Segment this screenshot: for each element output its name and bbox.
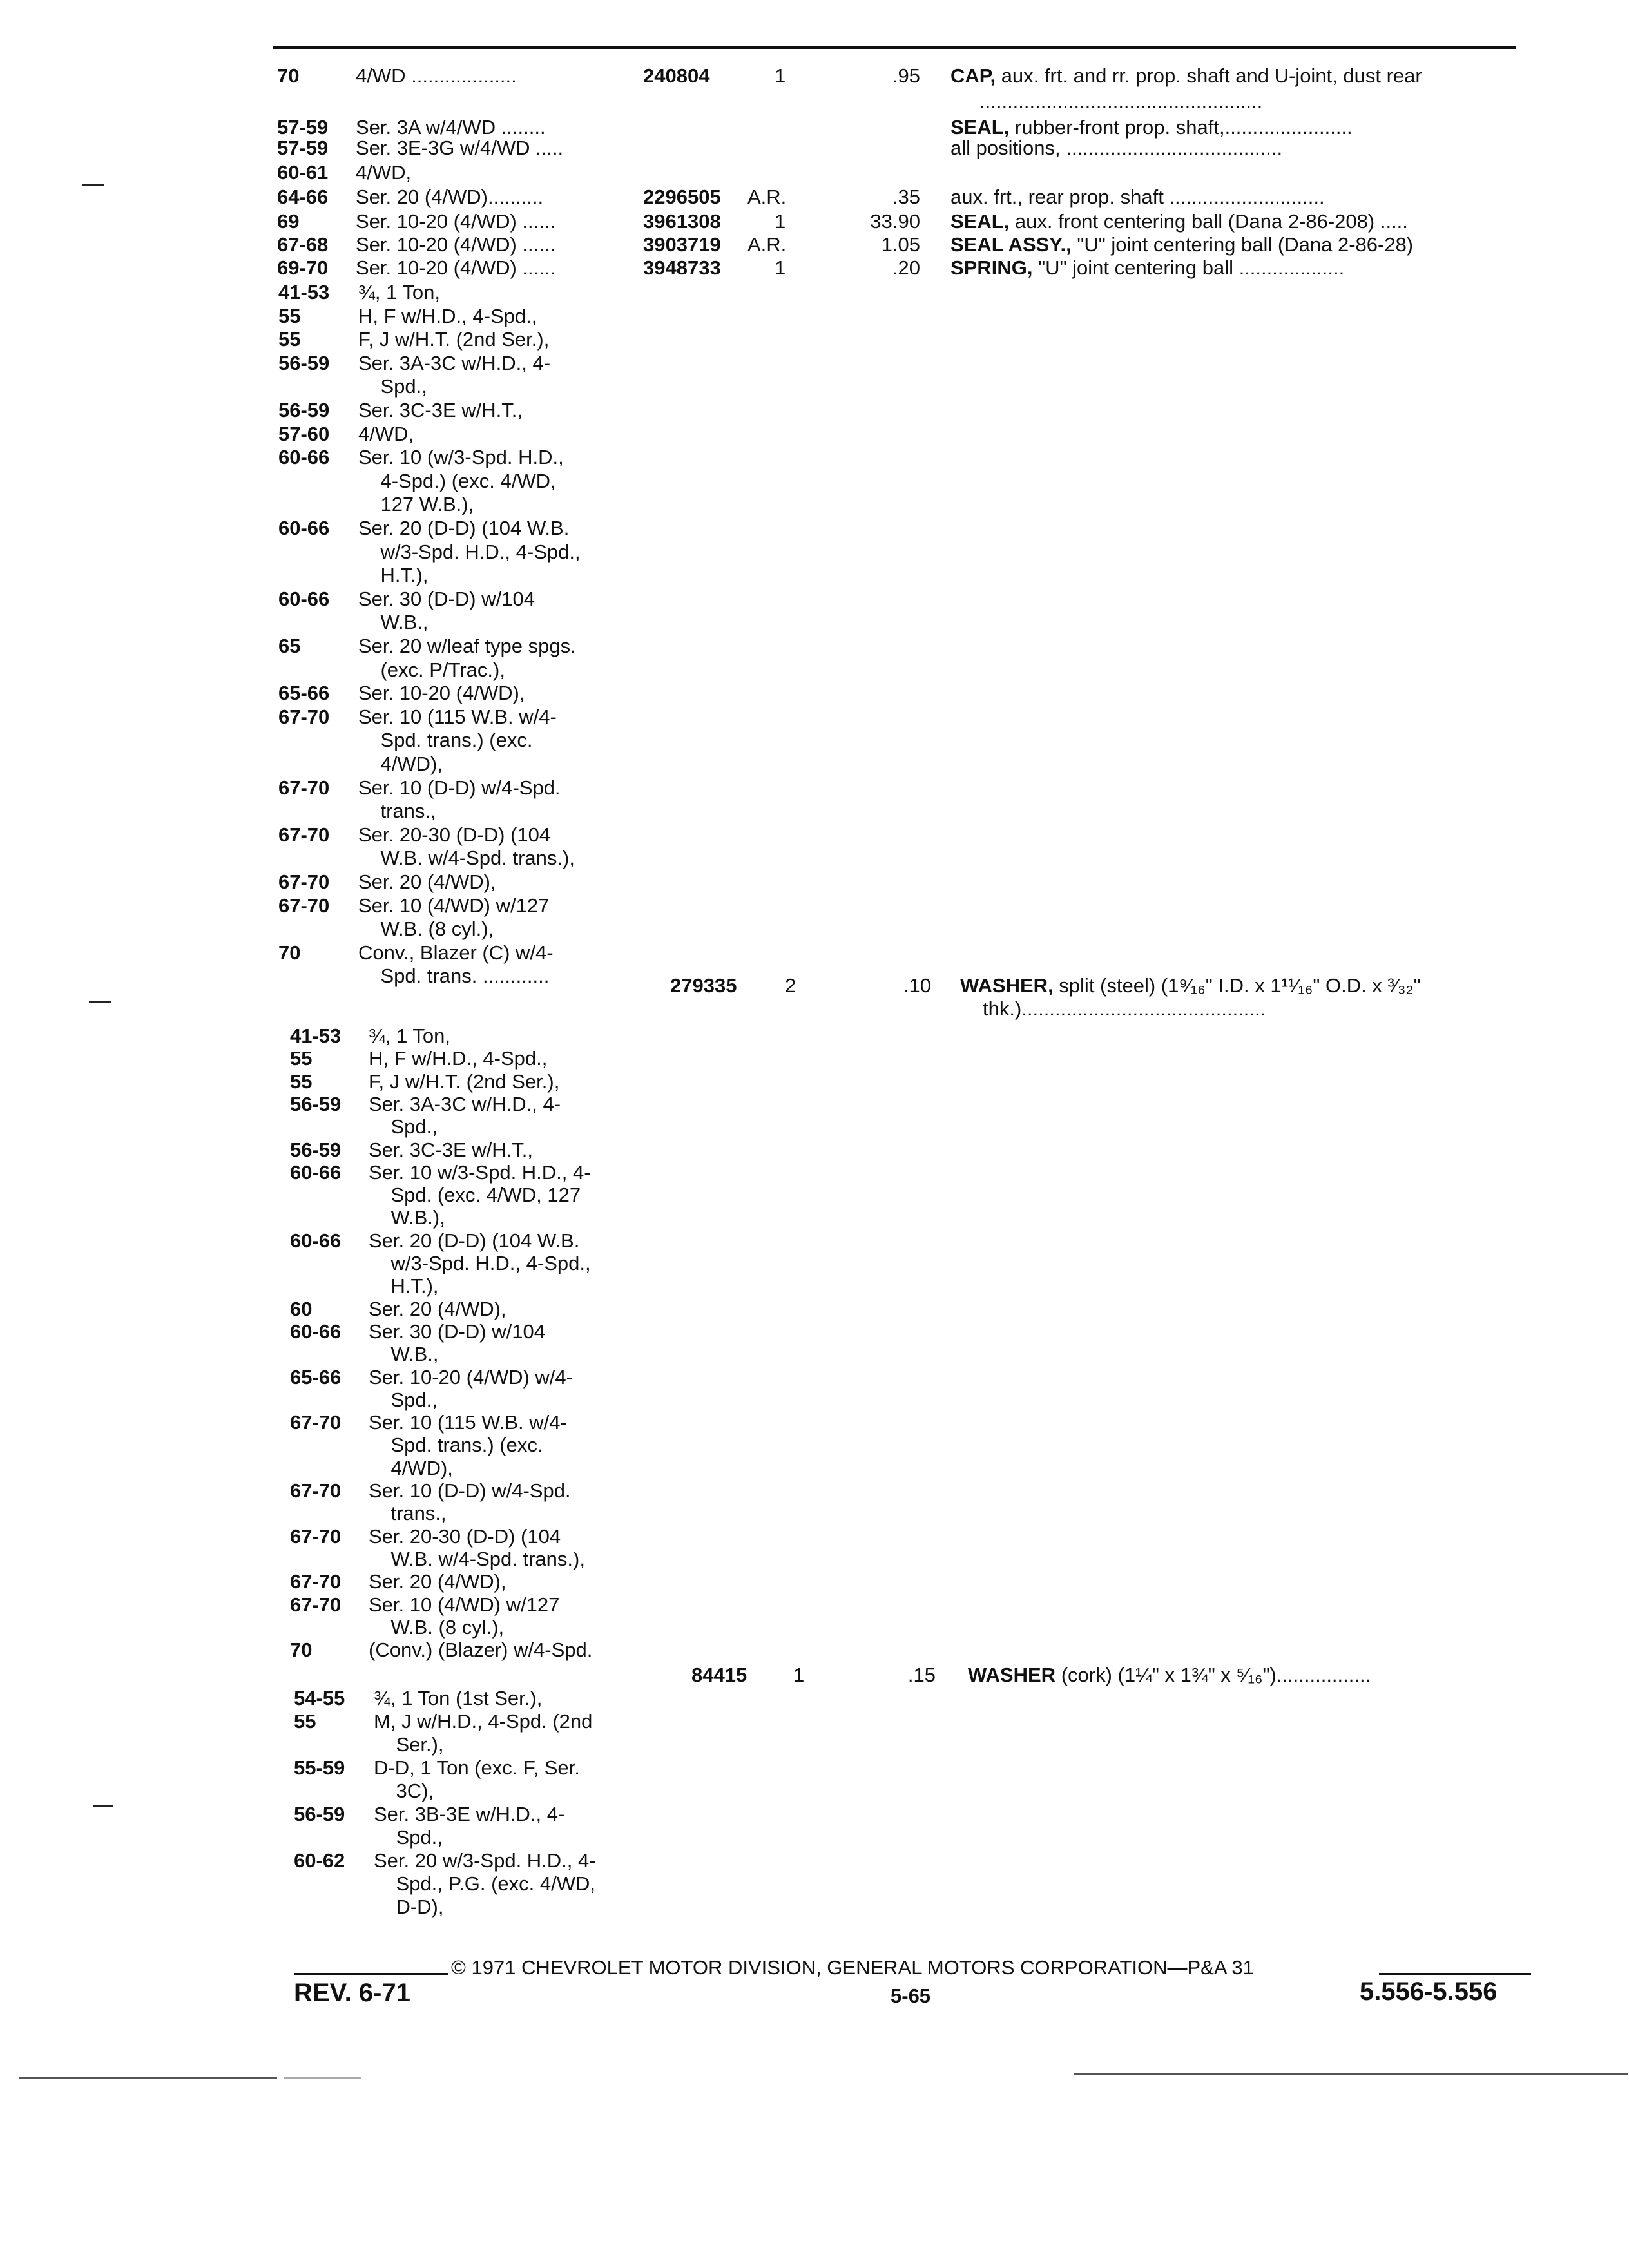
- model-description: Ser. 20 w/3-Spd. H.D., 4-: [374, 1849, 596, 1872]
- model-year: 60: [290, 1297, 313, 1320]
- model-description: Ser. 10 (D-D) w/4-Spd.: [358, 776, 561, 799]
- model-description: D-D, 1 Ton (exc. F, Ser.: [374, 1756, 580, 1779]
- model-description: Ser. 10 (D-D) w/4-Spd.: [369, 1479, 571, 1502]
- model-year: 60-61: [277, 161, 329, 184]
- model-description: D-D),: [374, 1896, 444, 1918]
- scan-edge-line: [1074, 2073, 1628, 2075]
- model-description: Spd. trans.) (exc.: [369, 1434, 543, 1457]
- model-year: 67-68: [277, 233, 329, 256]
- model-description: Ser. 3C-3E w/H.T.,: [358, 399, 523, 421]
- model-description: Conv., Blazer (C) w/4-: [358, 941, 554, 964]
- model-year: 67-70: [278, 894, 330, 917]
- model-year: 56-59: [290, 1092, 342, 1115]
- model-year: 67-70: [278, 776, 330, 799]
- part-number: 3903719: [643, 233, 721, 256]
- model-description: Ser. 20-30 (D-D) (104: [369, 1524, 561, 1548]
- description: [950, 64, 1422, 88]
- model-description: (exc. P/Trac.),: [358, 658, 505, 681]
- model-description: Ser. 30 (D-D) w/104: [358, 587, 535, 610]
- model-description: 127 W.B.),: [358, 493, 474, 516]
- quantity: A.R.: [747, 233, 787, 256]
- model-description: Spd.,: [358, 375, 427, 398]
- description-text: ...................................................: [979, 90, 1263, 113]
- description-text: rubber-front prop. shaft,.......................: [1009, 116, 1353, 139]
- model-description: Spd., P.G. (exc. 4/WD,: [374, 1872, 595, 1895]
- model-description: Ser. 20 (4/WD)..........: [356, 186, 544, 208]
- model-description: Ser. 10 (4/WD) w/127: [369, 1593, 560, 1616]
- model-year: 67-70: [290, 1479, 342, 1502]
- part-number: 3961308: [643, 210, 721, 233]
- model-description: Ser. 10-20 (4/WD) ......: [356, 210, 556, 233]
- description: [960, 974, 1421, 997]
- model-description: trans.,: [369, 1502, 447, 1525]
- model-description: W.B.,: [369, 1343, 439, 1366]
- model-description: Ser. 10 (115 W.B. w/4-: [358, 705, 557, 728]
- description: [950, 186, 1325, 209]
- description-text: (cork) (1¼" x 1¾" x ⁵⁄₁₆").................: [1055, 1664, 1371, 1686]
- model-description: Ser. 3A-3C w/H.D., 4-: [358, 351, 551, 374]
- description-text: aux. frt. and rr. prop. shaft and U-joint, dust rear: [996, 64, 1422, 87]
- model-description: Ser. 20 (D-D) (104 W.B.: [369, 1229, 580, 1252]
- model-year: 55: [290, 1047, 313, 1070]
- model-description: W.B. (8 cyl.),: [358, 918, 494, 941]
- footer-rule-left: [294, 1973, 448, 1975]
- part-number: 3948733: [643, 256, 721, 279]
- model-year: 60-66: [290, 1320, 342, 1343]
- quantity: 1: [793, 1664, 805, 1686]
- model-year: 55: [278, 328, 301, 351]
- model-description: Ser. 10-20 (4/WD) ......: [356, 256, 556, 279]
- description: [950, 256, 1344, 280]
- footer-rule-right: [1379, 1973, 1531, 1975]
- model-description: Ser. 10-20 (4/WD) ......: [356, 233, 556, 256]
- part-number: 84415: [691, 1664, 747, 1686]
- margin-mark: [93, 1805, 113, 1807]
- model-description: W.B. (8 cyl.),: [369, 1615, 505, 1639]
- model-description: Spd.,: [369, 1115, 438, 1139]
- model-description: Ser. 20 (4/WD),: [369, 1570, 506, 1593]
- model-year: 55: [290, 1070, 313, 1093]
- model-year: 70: [290, 1639, 313, 1662]
- model-description: ¾, 1 Ton,: [369, 1024, 450, 1047]
- model-year: 69: [277, 210, 300, 233]
- model-year: 69-70: [277, 256, 329, 279]
- description: [968, 1664, 1371, 1687]
- margin-mark: [89, 1001, 111, 1003]
- model-description: 4/WD ...................: [356, 64, 517, 87]
- model-description: Ser. 3E-3G w/4/WD .....: [356, 137, 564, 159]
- price: .35: [892, 186, 920, 208]
- description-continued: thk.)............................................: [983, 997, 1266, 1020]
- model-year: 56-59: [278, 399, 330, 421]
- model-description: W.B.,: [358, 611, 429, 634]
- description: [950, 233, 1413, 256]
- description-text: aux. front centering ball (Dana 2-86-208) .....: [1009, 210, 1408, 233]
- price: 33.90: [870, 210, 920, 233]
- model-year: 70: [277, 64, 300, 87]
- description-keyword: SPRING,: [950, 256, 1033, 279]
- model-description: Ser. 3A-3C w/H.D., 4-: [369, 1092, 561, 1115]
- copyright-notice: © 1971 CHEVROLET MOTOR DIVISION, GENERAL MOTORS CORPORATION—P&A 31: [451, 1956, 1254, 1979]
- description-text: split (steel) (1⁹⁄₁₆" I.D. x 1¹¹⁄₁₆" O.D. x ³⁄₃₂": [1053, 974, 1421, 997]
- model-description: Ser. 10-20 (4/WD),: [358, 682, 525, 705]
- model-year: 60-66: [278, 446, 330, 469]
- part-number: 240804: [643, 64, 710, 87]
- model-description: Spd.,: [374, 1826, 443, 1849]
- model-description: H, F w/H.D., 4-Spd.,: [358, 304, 537, 327]
- model-year: 60-66: [290, 1160, 342, 1184]
- model-description: F, J w/H.T. (2nd Ser.),: [358, 328, 550, 351]
- model-year: 70: [278, 941, 301, 964]
- model-description: Ser. 10 w/3-Spd. H.D., 4-: [369, 1160, 591, 1184]
- model-description: Spd.,: [369, 1388, 438, 1411]
- model-year: 67-70: [278, 823, 330, 846]
- part-number: 2296505: [643, 186, 721, 208]
- model-description: Ser. 20 (4/WD),: [358, 870, 496, 893]
- model-year: 67-70: [290, 1593, 342, 1616]
- quantity: 1: [775, 64, 786, 87]
- model-year: 60-66: [278, 587, 330, 610]
- revision-label: REV. 6-71: [294, 1979, 410, 2007]
- description: [979, 90, 1262, 113]
- description: [950, 137, 1282, 160]
- quantity: 1: [775, 210, 786, 233]
- model-description: Ser.),: [374, 1733, 444, 1756]
- description-keyword: WASHER,: [960, 974, 1054, 997]
- model-year: 67-70: [290, 1570, 342, 1593]
- description-keyword: CAP,: [950, 64, 996, 87]
- description: [950, 210, 1408, 233]
- model-year: 56-59: [278, 351, 330, 374]
- model-description: Ser. 20 (4/WD),: [369, 1297, 506, 1320]
- margin-mark: [82, 184, 104, 186]
- model-description: Spd. (exc. 4/WD, 127: [369, 1184, 581, 1207]
- model-year: 60-66: [290, 1229, 342, 1252]
- model-year: 57-59: [277, 116, 329, 139]
- model-description: H.T.),: [369, 1274, 439, 1298]
- model-description: w/3-Spd. H.D., 4-Spd.,: [369, 1252, 591, 1274]
- scan-edge-line: [284, 2077, 361, 2079]
- description-keyword: SEAL,: [950, 210, 1010, 233]
- model-description: Ser. 10 (4/WD) w/127: [358, 894, 550, 917]
- model-description: M, J w/H.D., 4-Spd. (2nd: [374, 1710, 593, 1733]
- description-keyword: WASHER: [968, 1664, 1056, 1686]
- model-year: 54-55: [294, 1687, 345, 1709]
- model-description: W.B. w/4-Spd. trans.),: [369, 1547, 585, 1570]
- model-description: trans.,: [358, 800, 436, 823]
- price: .10: [903, 974, 931, 997]
- page-number: 5-65: [891, 1984, 931, 2007]
- model-description: Ser. 3A w/4/WD ........: [356, 116, 546, 139]
- quantity: A.R.: [747, 186, 787, 208]
- model-description: w/3-Spd. H.D., 4-Spd.,: [358, 540, 581, 563]
- model-description: W.B.),: [369, 1206, 445, 1229]
- model-description: Ser. 20 w/leaf type spgs.: [358, 635, 576, 657]
- model-year: 55-59: [294, 1756, 345, 1779]
- model-description: 4/WD),: [358, 753, 443, 775]
- quantity: 1: [775, 256, 786, 279]
- model-description: Ser. 30 (D-D) w/104: [369, 1320, 545, 1343]
- model-year: 41-53: [278, 281, 330, 303]
- model-description: ¾, 1 Ton,: [358, 281, 440, 303]
- model-description: F, J w/H.T. (2nd Ser.),: [369, 1070, 560, 1093]
- description-text: "U" joint centering ball ...................: [1032, 256, 1345, 279]
- description-text: "U" joint centering ball (Dana 2-86-28): [1071, 233, 1414, 256]
- model-description: W.B. w/4-Spd. trans.),: [358, 847, 575, 870]
- model-description: Ser. 10-20 (4/WD) w/4-: [369, 1365, 573, 1389]
- model-year: 60-66: [278, 517, 330, 539]
- quantity: 2: [785, 974, 796, 997]
- model-year: 65: [278, 635, 301, 657]
- model-description: 3C),: [374, 1780, 434, 1802]
- model-description: H.T.),: [358, 564, 429, 587]
- model-description: Ser. 3B-3E w/H.D., 4-: [374, 1803, 565, 1825]
- model-year: 41-53: [290, 1024, 342, 1047]
- description-keyword: SEAL ASSY.,: [950, 233, 1072, 256]
- scan-edge-line: [19, 2077, 277, 2079]
- model-description: Ser. 3C-3E w/H.T.,: [369, 1138, 533, 1161]
- model-description: 4/WD,: [358, 422, 414, 445]
- model-year: 67-70: [290, 1524, 342, 1548]
- description-keyword: SEAL,: [950, 116, 1010, 139]
- model-year: 67-70: [290, 1411, 342, 1434]
- model-description: (Conv.) (Blazer) w/4-Spd.: [369, 1639, 593, 1662]
- model-description: Ser. 20-30 (D-D) (104: [358, 823, 551, 846]
- model-year: 65-66: [278, 682, 330, 705]
- model-description: 4/WD),: [369, 1456, 453, 1479]
- model-description: 4/WD,: [356, 161, 412, 184]
- model-year: 67-70: [278, 870, 330, 893]
- price: .95: [892, 64, 920, 87]
- model-year: 57-60: [278, 422, 330, 445]
- model-year: 55: [294, 1710, 316, 1733]
- model-description: ¾, 1 Ton (1st Ser.),: [374, 1687, 543, 1709]
- description-text: all positions, .......................................: [950, 137, 1283, 159]
- description-text: aux. frt., rear prop. shaft ............................: [950, 186, 1325, 208]
- model-year: 67-70: [278, 705, 330, 728]
- model-year: 56-59: [290, 1138, 342, 1161]
- model-description: 4-Spd.) (exc. 4/WD,: [358, 469, 556, 492]
- model-year: 65-66: [290, 1365, 342, 1389]
- top-rule: [273, 46, 1516, 49]
- model-description: Ser. 10 (w/3-Spd. H.D.,: [358, 446, 564, 469]
- model-year: 56-59: [294, 1803, 345, 1825]
- model-description: Spd. trans. ............: [358, 965, 550, 988]
- part-number: 279335: [670, 974, 737, 997]
- section-number: 5.556-5.556: [1360, 1977, 1498, 2006]
- price: 1.05: [881, 233, 920, 256]
- model-year: 57-59: [277, 137, 329, 159]
- price: .15: [907, 1664, 936, 1686]
- model-description: Spd. trans.) (exc.: [358, 729, 533, 752]
- model-description: Ser. 20 (D-D) (104 W.B.: [358, 517, 570, 539]
- model-description: H, F w/H.D., 4-Spd.,: [369, 1047, 548, 1070]
- model-year: 60-62: [294, 1849, 345, 1872]
- description: [950, 116, 1353, 139]
- price: .20: [892, 256, 920, 279]
- model-description: Ser. 10 (115 W.B. w/4-: [369, 1411, 567, 1434]
- model-year: 55: [278, 304, 301, 327]
- model-year: 64-66: [277, 186, 329, 208]
